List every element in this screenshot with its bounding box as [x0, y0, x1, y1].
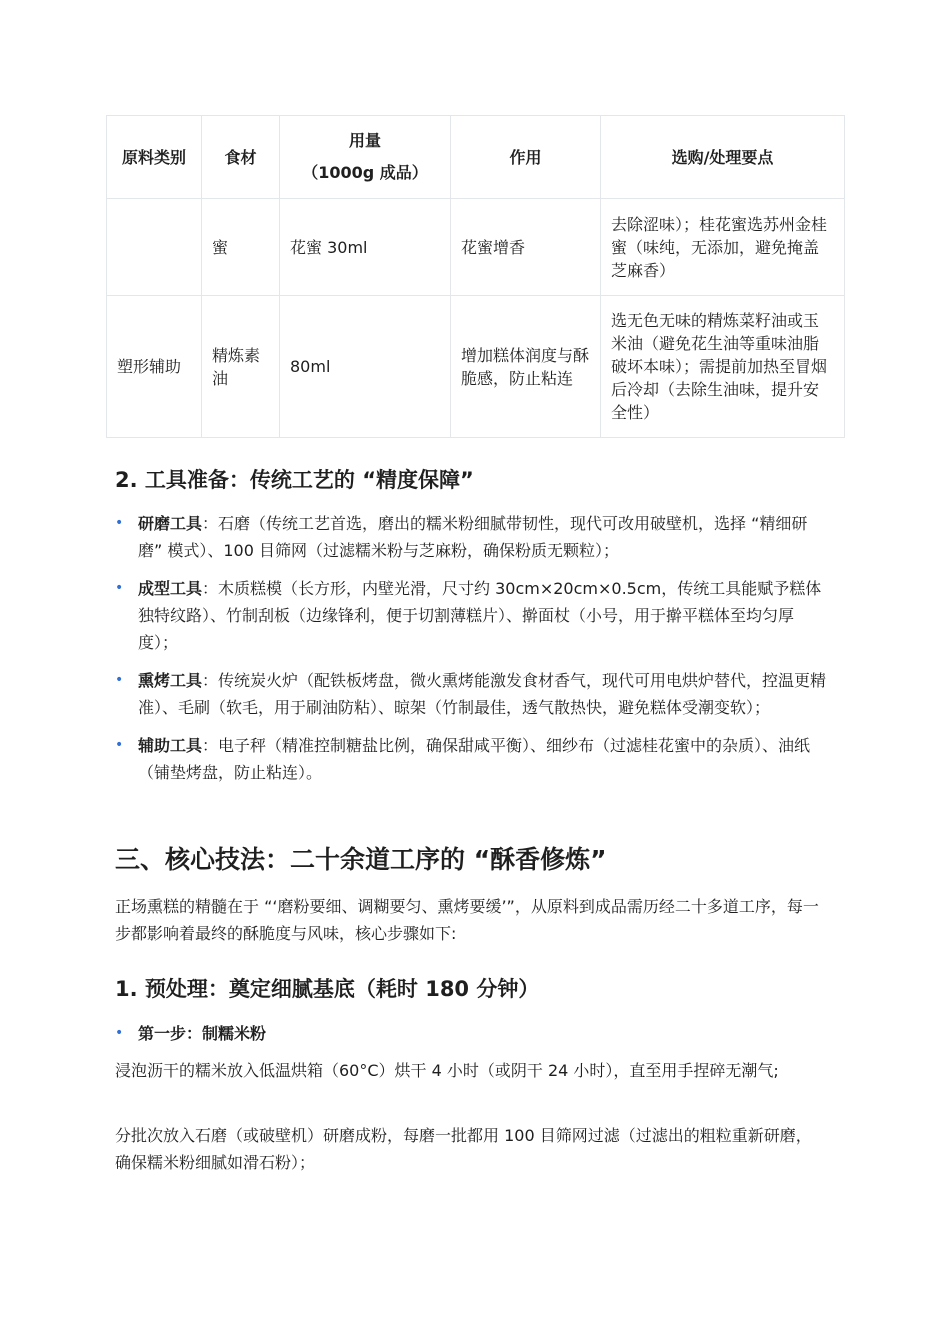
table-cell: 塑形辅助: [107, 296, 202, 438]
item-text: ：传统炭火炉（配铁板烤盘，微火熏烤能激发食材香气，现代可用电烘炉替代，控温更精准）、毛刷（软毛，用于刷油防粘）、晾架（竹制最佳，透气散热快，避免糕体受潮变软）；: [138, 671, 827, 717]
table-cell: 精炼素油: [202, 296, 280, 438]
item-text: ：电子秤（精准控制糖盐比例，确保甜咸平衡）、细纱布（过滤桂花蜜中的杂质）、油纸（铺垫烤盘，防止粘连）。: [138, 736, 811, 782]
item-label: 辅助工具: [138, 736, 203, 755]
bullet-icon: •: [115, 737, 124, 753]
item-label: 研磨工具: [138, 514, 203, 533]
header-amount: 用量 （1000g 成品）: [280, 116, 451, 199]
header-category: 原料类别: [107, 116, 202, 199]
bullet-icon: •: [115, 1025, 124, 1041]
table-cell: 选无色无味的精炼菜籽油或玉米油（避免花生油等重味油脂破坏本味）；需提前加热至冒烟后冷却（去除生油味，提升安全性）: [601, 296, 845, 438]
paragraph-2: 分批次放入石磨（或破壁机）研磨成粉，每磨一批都用 100 目筛网过滤（过滤出的粗粒重新研磨，确保糯米粉细腻如滑石粉）；: [115, 1126, 812, 1172]
item-label: 成型工具: [138, 579, 203, 598]
header-ingredient: 食材: [202, 116, 280, 199]
bullet-icon: •: [115, 580, 124, 596]
section-3-heading: 三、核心技法：二十余道工序的 “酥香修炼”: [115, 845, 607, 874]
tool-list: [115, 510, 827, 797]
item-text: ：石磨（传统工艺首选，磨出的糯米粉细腻带韧性，现代可改用破壁机，选择 “精细研磨” 模式）、100 目筛网（过滤糯米粉与芝麻粉，确保粉质无颗粒）；: [138, 514, 808, 560]
table-cell: 蜜: [202, 199, 280, 296]
table-row: [107, 296, 845, 438]
paragraph-1: 浸泡沥干的糯米放入低温烘箱（60°C）烘干 4 小时（或阴干 24 小时），直至用手捏碎无潮气;: [115, 1061, 779, 1080]
header-function: 作用: [451, 116, 601, 199]
item-label: 熏烤工具: [138, 671, 203, 690]
table-header-row: [107, 116, 845, 199]
list-item: [115, 575, 827, 656]
table-cell: 80ml: [280, 296, 451, 438]
section-3-intro: 正场熏糕的精髓在于 “‘磨粉要细、调糊要匀、熏烤要缓’”，从原料到成品需历经二十多道工序，每一步都影响着最终的酥脆度与风味，核心步骤如下:: [115, 897, 819, 943]
table-cell: 花蜜增香: [451, 199, 601, 296]
header-tips: 选购/处理要点: [601, 116, 845, 199]
ingredient-table: [106, 115, 845, 438]
table-cell: 花蜜 30ml: [280, 199, 451, 296]
step-1-text: 第一步：制糯米粉: [138, 1024, 267, 1043]
table-cell: 去除涩味）；桂花蜜选苏州金桂蜜（味纯，无添加，避免掩盖芝麻香）: [601, 199, 845, 296]
bullet-icon: •: [115, 672, 124, 688]
table-cell: [107, 199, 202, 296]
section-2-heading: 2. 工具准备：传统工艺的 “精度保障”: [115, 468, 474, 492]
table-row: [107, 199, 845, 296]
bullet-icon: •: [115, 515, 124, 531]
subsection-1-heading: 1. 预处理：奠定细腻基底（耗时 180 分钟）: [115, 977, 540, 1001]
step-1-label: [115, 1020, 266, 1047]
list-item: [115, 510, 827, 564]
list-item: [115, 732, 827, 786]
item-text: ：木质糕模（长方形，内壁光滑，尺寸约 30cm×20cm×0.5cm，传统工具能赋予糕体独特纹路）、竹制刮板（边缘锋利，便于切割薄糕片）、擀面杖（小号，用于擀平糕体至均匀厚度）；: [138, 579, 822, 652]
list-item: [115, 667, 827, 721]
table-cell: 增加糕体润度与酥脆感，防止粘连: [451, 296, 601, 438]
